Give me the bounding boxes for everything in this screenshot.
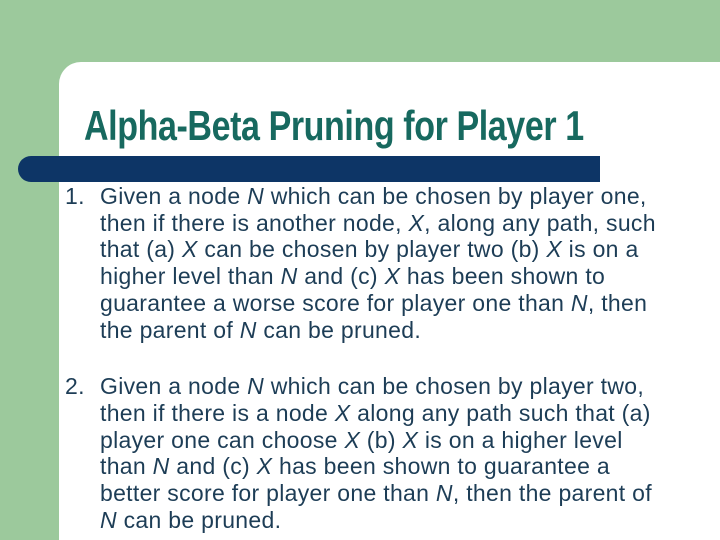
list-item-number: 1. [65, 183, 85, 209]
text-line: then if there is a node X along any path such that (a) [100, 399, 651, 426]
title-accent-bar [18, 156, 600, 182]
list-item [65, 183, 713, 343]
slide-title: Alpha-Beta Pruning for Player 1 [84, 102, 584, 149]
text-line: than N and (c) X has been shown to guarantee a [100, 453, 610, 480]
text-line: Given a node N which can be chosen by player two, [100, 373, 645, 400]
text-line: then if there is another node, X, along any path, such [100, 209, 656, 236]
text-line: that (a) X can be chosen by player two (b) X is on a [100, 236, 639, 263]
text-line: player one can choose X (b) X is on a higher level [100, 426, 623, 453]
list-item-number: 2. [65, 373, 85, 400]
text-line: higher level than N and (c) X has been shown to [100, 263, 606, 290]
list-item-text [100, 183, 656, 343]
text-line: guarantee a worse score for player one than N, then [100, 289, 648, 316]
text-line: Given a node N which can be chosen by player one, [100, 183, 647, 209]
text-line: the parent of N can be pruned. [100, 316, 422, 343]
text-line: N can be pruned. [100, 506, 282, 533]
list-item-text [100, 373, 652, 533]
list-item [65, 373, 713, 533]
text-line: better score for player one than N, then the parent of [100, 480, 652, 507]
numbered-list [65, 183, 713, 533]
